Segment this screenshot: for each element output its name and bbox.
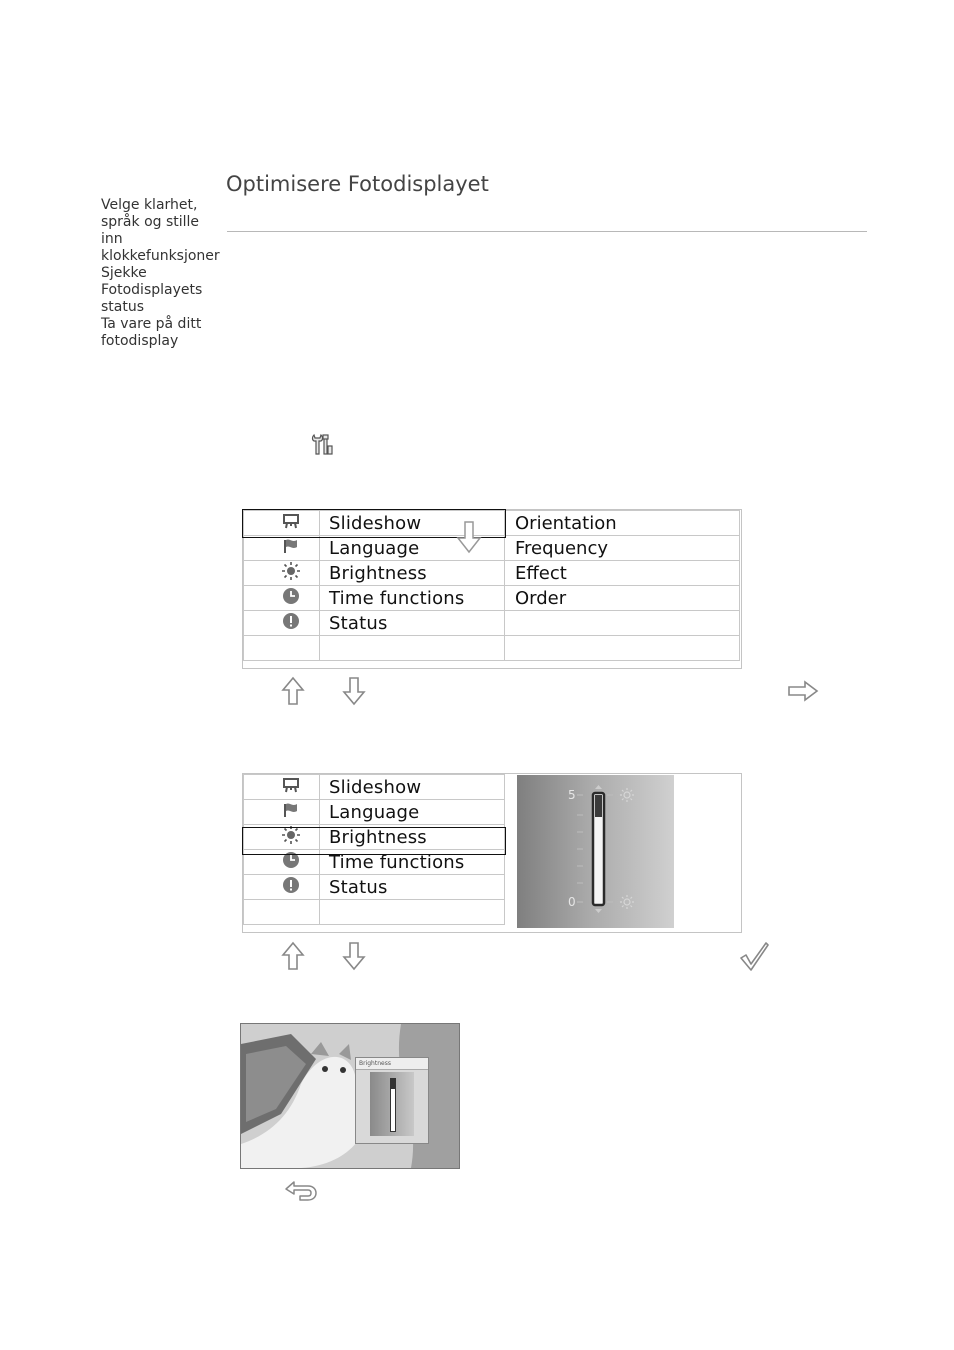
submenu-item-label — [505, 611, 740, 636]
slider-max-label: 5 — [568, 788, 576, 802]
submenu-item-label[interactable]: Order — [505, 586, 740, 611]
menu-row-empty — [244, 636, 740, 661]
slider-min-label: 0 — [568, 895, 576, 909]
nav-link-brightness-language-clock[interactable]: Velge klarhet, språk og stille inn klokkefunksjoner — [101, 197, 220, 264]
page-title: Optimisere Fotodisplayet — [226, 172, 489, 196]
side-navigation — [101, 197, 221, 350]
arrow-right-icon[interactable] — [787, 680, 819, 702]
menu-row-status[interactable] — [244, 611, 740, 636]
selection-highlight — [242, 827, 506, 855]
nav-link-care[interactable]: Ta vare på ditt fotodisplay — [101, 316, 202, 349]
status-info-icon — [282, 876, 300, 894]
menu-item-label[interactable]: Brightness — [320, 825, 505, 850]
menu-item-label[interactable]: Brightness — [320, 561, 505, 586]
menu-item-label[interactable]: Language — [320, 800, 505, 825]
popup-slider-level — [391, 1079, 395, 1089]
menu-row-time-functions[interactable] — [244, 586, 740, 611]
checkmark-confirm-icon[interactable] — [738, 940, 770, 972]
menu-item-label[interactable]: Slideshow — [320, 775, 505, 800]
submenu-item-label[interactable]: Orientation — [505, 511, 740, 536]
title-divider — [227, 231, 867, 232]
photo-with-brightness-overlay — [240, 1023, 460, 1169]
sun-max-icon — [620, 788, 634, 802]
menu-item-label[interactable]: Language — [320, 536, 505, 561]
brightness-popup-title: Brightness — [356, 1058, 428, 1070]
sun-min-icon — [620, 895, 634, 909]
menu-row-brightness[interactable] — [244, 561, 740, 586]
arrow-down-overlay-icon — [456, 520, 482, 554]
language-flag-icon — [282, 538, 300, 554]
status-info-icon — [282, 612, 300, 630]
settings-tools-icon — [309, 432, 335, 458]
slider-level-fill — [595, 795, 602, 817]
menu-item-label[interactable]: Time functions — [320, 850, 505, 875]
arrow-down-icon[interactable] — [341, 676, 367, 706]
submenu-item-label[interactable]: Frequency — [505, 536, 740, 561]
back-return-icon[interactable] — [284, 1180, 318, 1204]
brightness-slider-graphic — [517, 775, 674, 928]
slideshow-icon — [282, 777, 300, 793]
language-flag-icon — [282, 802, 300, 818]
nav-link-check-status[interactable]: Sjekke Fotodisplayets status — [101, 265, 203, 315]
submenu-item-label[interactable]: Effect — [505, 561, 740, 586]
arrow-down-icon[interactable] — [341, 941, 367, 971]
menu-item-label[interactable]: Slideshow — [320, 511, 505, 536]
arrow-up-icon[interactable] — [280, 676, 306, 706]
clock-icon — [282, 587, 300, 605]
arrow-up-icon[interactable] — [280, 941, 306, 971]
menu-item-label[interactable]: Time functions — [320, 586, 505, 611]
menu-item-label[interactable]: Status — [320, 611, 505, 636]
brightness-popup — [355, 1057, 429, 1144]
menu-row-language[interactable] — [244, 536, 740, 561]
menu-item-label[interactable]: Status — [320, 875, 505, 900]
settings-menu-screen — [242, 509, 742, 669]
brightness-sun-icon — [281, 562, 301, 580]
brightness-slider-panel — [517, 775, 674, 928]
